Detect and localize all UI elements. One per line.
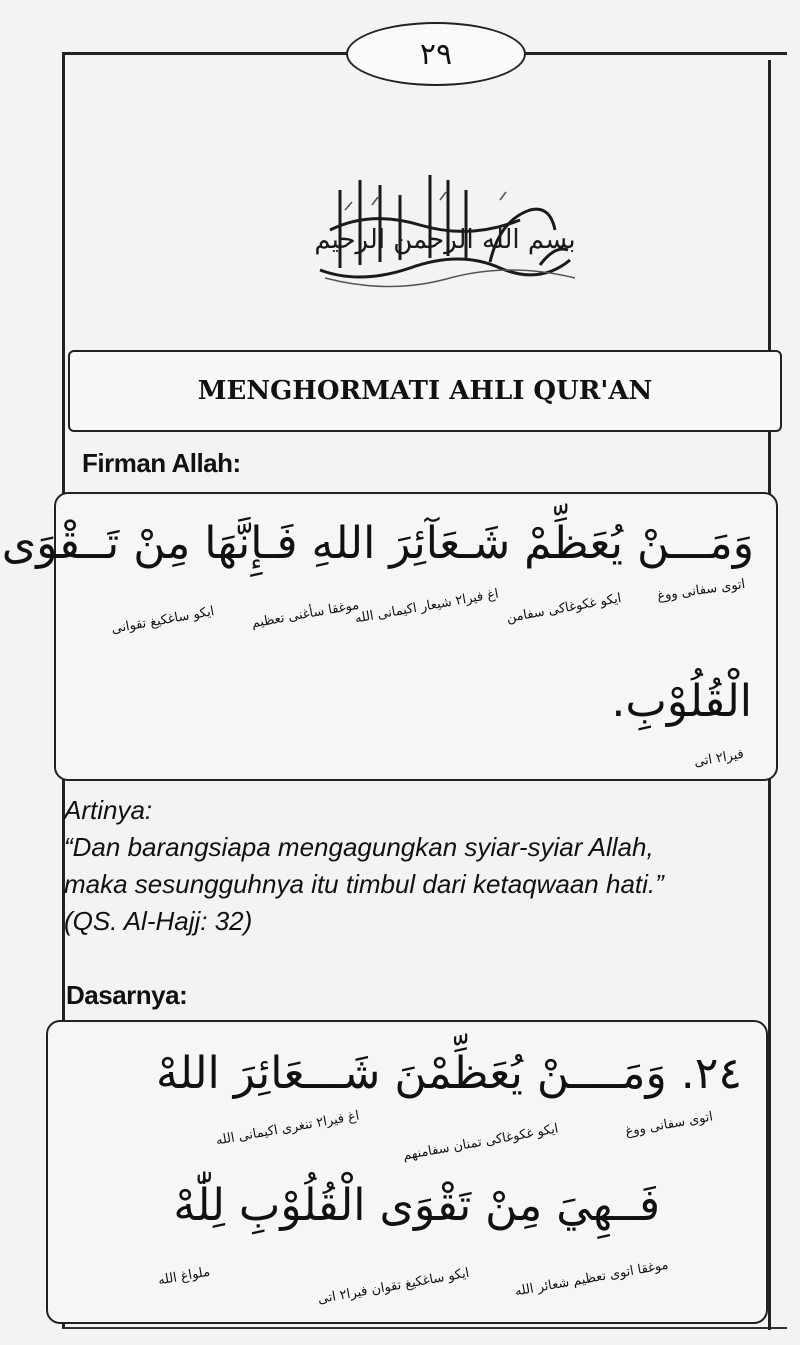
firman-gloss-6: فيرا٢ اتى — [692, 746, 745, 771]
firman-gloss-1: اتوى سفانى ووغ — [656, 576, 747, 605]
chapter-title: MENGHORMATI AHLI QUR'AN — [197, 376, 653, 406]
dasar-gloss-1: اتوى سفانى ووغ — [624, 1109, 715, 1140]
translation-block — [64, 792, 764, 940]
page-number: ٢٩ — [346, 22, 526, 86]
dasar-gloss-2: ايكو غكوغاكى تمنان سفامنهم — [402, 1121, 560, 1164]
dasar-gloss-6: ملواغ الله — [156, 1264, 211, 1289]
dasar-gloss-5: ايكو ساغكيغ تقوان فيرا٢ اتى — [316, 1265, 471, 1308]
basmalah-calligraphy — [300, 150, 590, 300]
dasar-arabic-line-1: ٢٤. وَمَــــنْ يُعَظِّمْنَ شَـــعَائِرَ اللهْ — [155, 1048, 742, 1099]
dasar-heading: Dasarnya: — [66, 980, 188, 1010]
dasar-arabic-line-2: فَــهِيَ مِنْ تَقْوَى الْقُلُوْبِ لِلّٰهْ — [173, 1180, 660, 1231]
firman-gloss-3: اغ فيرا٢ شيعار اكيمانى الله — [354, 586, 501, 627]
chapter-title-box — [68, 350, 782, 432]
translation-line-2: maka sesungguhnya itu timbul dari ketaqwaan hati.” — [64, 869, 664, 899]
firman-arabic-line-1: وَمَـــنْ يُعَظِّمْ شَـعَآئِرَ اللهِ فَـإِنَّهَا مِنْ تَــقْوَى — [1, 518, 754, 569]
firman-gloss-5: ايكو ساغكيغ تقوانى — [110, 604, 216, 637]
translation-source: (QS. Al-Hajj: 32) — [64, 906, 253, 936]
translation-line-1: “Dan barangsiapa mengagungkan syiar-syiar Allah, — [64, 832, 654, 862]
firman-heading: Firman Allah: — [82, 448, 241, 478]
basmalah-text: بسم الله الرحمن الرحيم — [314, 225, 576, 255]
translation-label: Artinya: — [64, 795, 153, 825]
dasar-gloss-3: اغ فيرا٢ تنغرى اكيمانى الله — [214, 1108, 361, 1149]
firman-gloss-2: ايكو غكوغاكى سفامن — [505, 591, 623, 626]
firman-arabic-line-2: الْقُلُوْبِ. — [611, 676, 752, 727]
dasar-gloss-4: موغقا اتوى تعظيم شعائر الله — [514, 1257, 671, 1300]
firman-gloss-4: موغقا سأغنى تعظيم — [250, 597, 361, 632]
